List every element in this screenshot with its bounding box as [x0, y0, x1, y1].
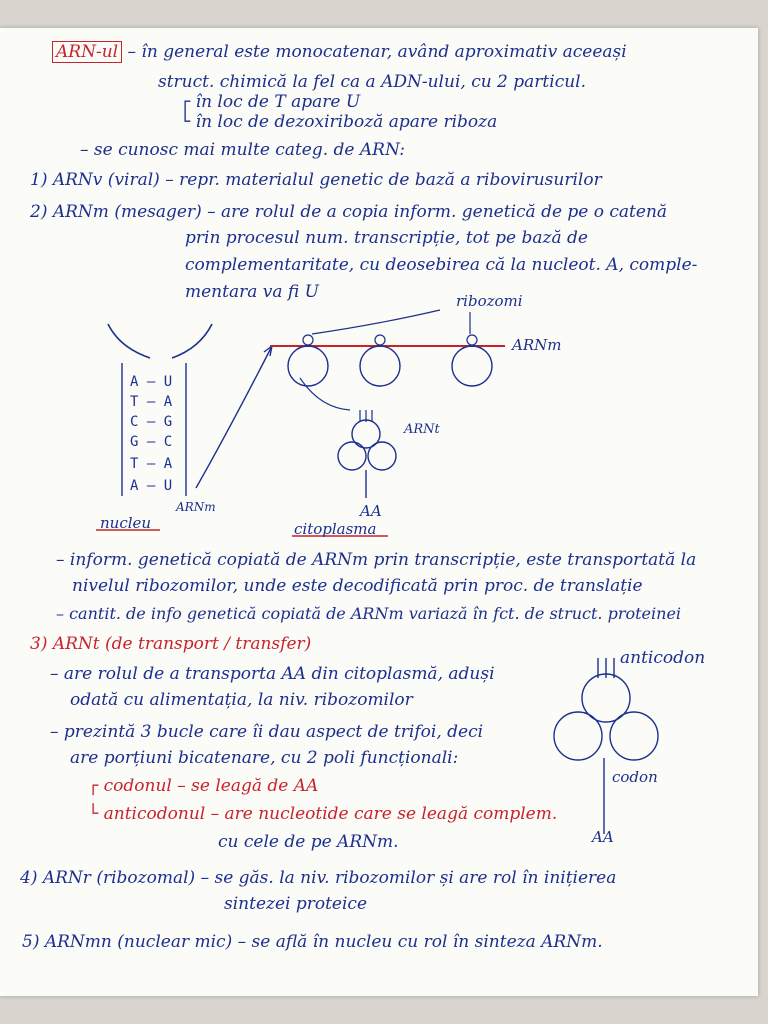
note-line: └ anticodonul – are nucleotide care se leagă complem. [88, 804, 558, 824]
aa2-label: AA [592, 828, 614, 846]
note-line: 2) ARNm (mesager) – are rolul de a copia inform. genetică de pe o catenă [30, 202, 668, 222]
note-line: ┌ în loc de T apare U [180, 92, 361, 112]
base-pair: T — A [130, 456, 173, 472]
note-line: are porțiuni bicatenare, cu 2 poli funcționali: [70, 748, 459, 768]
mrna-label: ARNm [512, 336, 562, 354]
note-line: mentara va fi U [185, 282, 319, 302]
ribosomes-label: ribozomi [456, 292, 523, 310]
notebook-page [0, 28, 758, 996]
note-line: sintezei proteice [224, 894, 368, 914]
note-line: complementaritate, cu deosebirea că la nucleot. A, comple- [185, 255, 698, 275]
note-line: – cantit. de info genetică copiată de ARNm variază în fct. de struct. proteinei [56, 604, 682, 623]
base-pair: G — C [130, 434, 173, 450]
base-pair: T — A [130, 394, 173, 410]
note-line: – prezintă 3 bucle care îi dau aspect de trifoi, deci [50, 722, 484, 742]
nucleus-label: nucleu [100, 514, 152, 532]
note-line: – inform. genetică copiată de ARNm prin transcripție, este transportată la [56, 550, 697, 570]
note-line: – se cunosc mai multe categ. de ARN: [80, 140, 405, 160]
anticodon-label: anticodon [620, 648, 706, 668]
aa-label: AA [360, 502, 382, 520]
title-box: ARN-ul [52, 41, 122, 63]
note-line: └ în loc de dezoxiriboză apare riboza [180, 112, 498, 132]
base-pair: A — U [130, 478, 173, 494]
strand-label: ARNm [176, 500, 216, 514]
note-line: – are rolul de a transporta AA din citoplasmă, aduși [50, 664, 495, 684]
note-line: odată cu alimentația, la niv. ribozomilor [70, 690, 413, 710]
note-line: struct. chimică la fel ca a ADN-ului, cu 2 particul. [158, 72, 587, 92]
codon-label: codon [612, 768, 658, 786]
base-pair: C — G [130, 414, 173, 430]
note-line: cu cele de pe ARNm. [218, 832, 399, 852]
note-line: ARN-ul – în general este monocatenar, având aproximativ aceeași [52, 42, 627, 62]
note-line: prin procesul num. transcripție, tot pe bază de [185, 228, 588, 248]
base-pair: A — U [130, 374, 173, 390]
note-line: ┌ codonul – se leagă de AA [88, 776, 319, 796]
note-line: 4) ARNr (ribozomal) – se găs. la niv. ribozomilor și are rol în inițierea [20, 868, 617, 888]
note-line: 1) ARNv (viral) – repr. materialul genetic de bază a ribovirusurilor [30, 170, 602, 190]
note-line: nivelul ribozomilor, unde este decodificată prin proc. de translație [72, 576, 643, 596]
note-line: 3) ARNt (de transport / transfer) [30, 634, 312, 654]
note-line: 5) ARNmn (nuclear mic) – se află în nucleu cu rol în sinteza ARNm. [22, 932, 603, 952]
trna-label: ARNt [404, 422, 440, 437]
cytoplasm-label: citoplasma [294, 520, 377, 538]
